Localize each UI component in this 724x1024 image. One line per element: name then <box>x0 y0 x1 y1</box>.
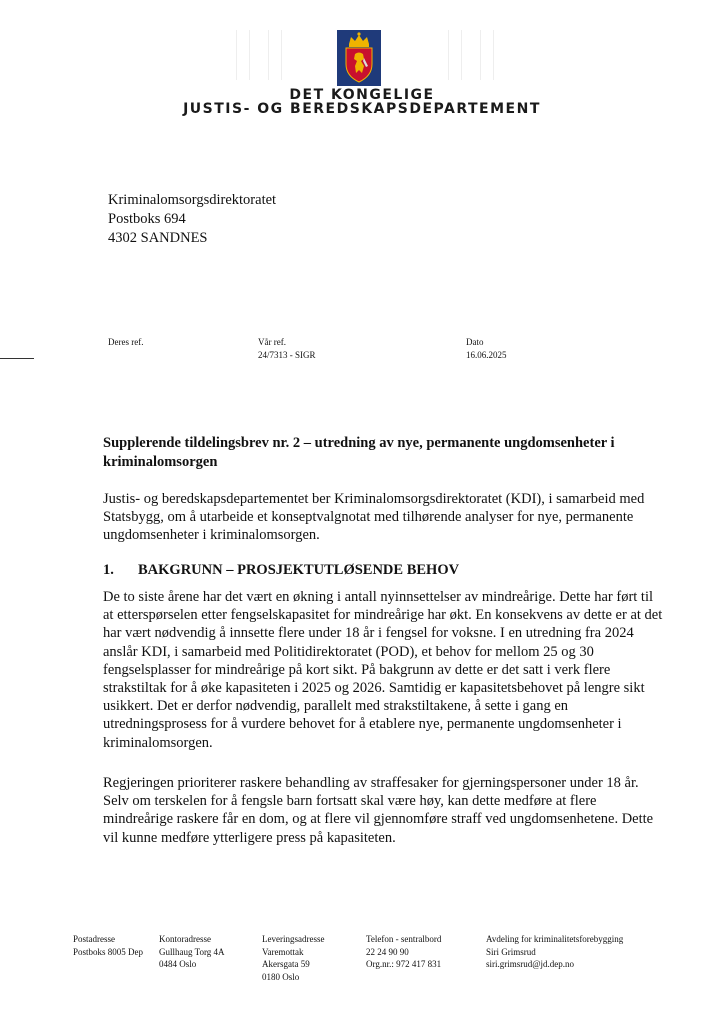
footer-postal-address <box>73 933 143 958</box>
footer-value: 22 24 90 90 <box>366 946 409 957</box>
footer-phone <box>366 933 441 971</box>
footer-value: 0484 Oslo <box>159 959 197 969</box>
footer-label: Postadresse <box>73 934 115 944</box>
footer-delivery-address <box>262 933 324 983</box>
footer-office-address <box>159 933 225 971</box>
footer-value: Org.nr.: 972 417 831 <box>366 959 442 969</box>
footer-label: Avdeling for kriminalitetsforebygging <box>486 934 624 944</box>
section-heading <box>103 562 459 579</box>
footer-value: Gullhaug Torg 4A <box>159 946 225 957</box>
background-paragraph-1: De to siste årene har det vært en økning i antall nyinnsettelser av mindreårige. Dette har ført til at etterspørselen etter fengselskapasitet for mindreårige har økt. En konsekvens av dette er at det har vært nødvendig å innsette flere under 18 år i fengsel for voksne. I en utredning fra 2024 anslår KDI, i samarbeid med Politidirektoratet (POD), et behov for mellom 25 og 30 fengselsplasser for mindreårige på kort sikt. På bakgrunn av dette er det satt i verk flere strakstiltak for å øke kapasiteten i 2025 og 2026. Samtidig er kapasitetsbehovet på lengre sikt usikkert. Det er derfor nødvendig, parallelt med strakstiltakene, å sette i gang en utredningsprosess for å vurdere behovet for å etablere nye, permanente ungdomsenheter i kriminalomsorgen. <box>103 589 663 751</box>
var-ref-value: 24/7313 - SIGR <box>258 350 316 360</box>
watermark-mark <box>236 30 250 80</box>
letterhead <box>0 0 724 130</box>
letter-subject: Supplerende tildelingsbrev nr. 2 – utredning av nye, permanente ungdomsenheter i kriminalomsorgen <box>103 435 615 470</box>
footer-department-contact <box>486 933 623 971</box>
footer-value: Varemottak <box>262 946 304 957</box>
recipient-address <box>108 191 276 248</box>
intro-paragraph: Justis- og beredskapsdepartementet ber Kriminalomsorgsdirektoratet (KDI), i samarbeid med Statsbygg, om å utarbeide et konseptvalgnotat med tilhørende analyser for nye, permanente ungdomsenheter i kriminalomsorgen. <box>103 491 645 544</box>
footer-email[interactable]: siri.grimsrud@jd.dep.no <box>486 959 575 969</box>
fold-mark <box>0 358 34 359</box>
reference-date <box>466 336 507 362</box>
date-value: 16.06.2025 <box>466 350 507 360</box>
footer-value: Akersgata 59 <box>262 959 310 969</box>
reference-deres <box>108 336 143 349</box>
section-title: BAKGRUNN – PROSJEKTUTLØSENDE BEHOV <box>138 562 460 578</box>
footer-value: Siri Grimsrud <box>486 946 536 957</box>
recipient-street: Postboks 694 <box>108 211 186 227</box>
ministry-name-line2: JUSTIS- OG BEREDSKAPSDEPARTEMENT <box>183 101 541 117</box>
recipient-postal: 4302 SANDNES <box>108 230 208 246</box>
reference-var <box>258 336 316 362</box>
coat-of-arms-icon <box>337 30 381 86</box>
footer-label: Telefon - sentralbord <box>366 934 442 944</box>
section-number: 1. <box>103 562 114 578</box>
recipient-name: Kriminalomsorgsdirektoratet <box>108 192 277 208</box>
watermark-mark <box>480 30 494 80</box>
footer-label: Leveringsadresse <box>262 934 325 944</box>
footer-value: 0180 Oslo <box>262 971 300 982</box>
background-paragraph-2: Regjeringen prioriterer raskere behandling av straffesaker for gjerningspersoner under 18 år. Selv om terskelen for å fengsle barn fortsatt skal være høy, kan dette medføre at flere mindreårige raskere får en dom, og at flere vil gjennomføre straff ved ungdomsenhetene. Dette vil kunne medføre ytterligere press på kapasiteten. <box>103 775 654 846</box>
date-label: Dato <box>466 337 484 347</box>
footer-label: Kontoradresse <box>159 934 211 944</box>
footer-value: Postboks 8005 Dep <box>73 946 144 957</box>
watermark-mark <box>268 30 282 80</box>
deres-ref-label: Deres ref. <box>108 337 144 347</box>
watermark-mark <box>448 30 462 80</box>
var-ref-label: Vår ref. <box>258 337 286 347</box>
ministry-name-line1: DET KONGELIGE <box>289 87 435 103</box>
